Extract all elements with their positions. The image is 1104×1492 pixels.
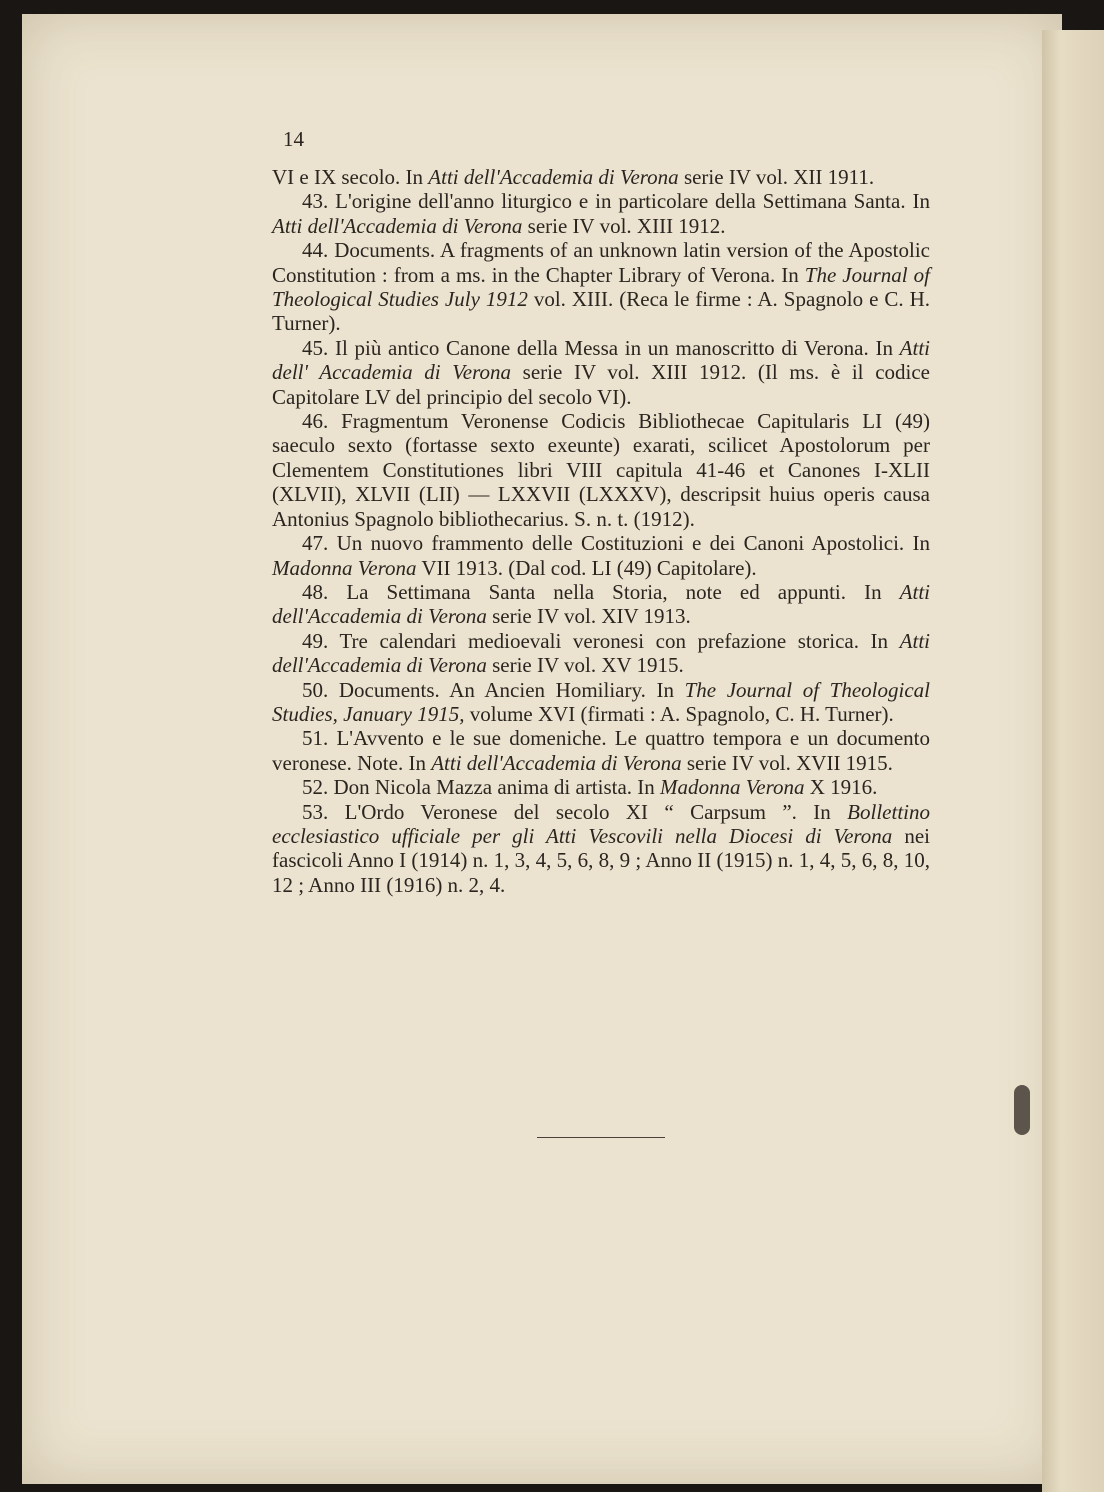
entry-text: Fragmentum Veronense Codicis Bibliothecae Capitularis LI (49) saeculo sexto (fortasse sexto exeunte) exarati, scilicet Apostolorum per Clementem Constitutiones libri VIII capitula 41-46 et Canones I-XLII (XLVII), XLVII (LII) — LXXVII (LXXXV), descripsit huius operis causa Antonius Spagnolo bibliothecarius. S. n. t. (1912). xyxy=(272,409,930,531)
entry-text: VI e IX secolo. In xyxy=(272,165,429,189)
bibliography-entry xyxy=(272,580,930,629)
entry-number: 48. xyxy=(302,579,329,604)
entry-text: serie IV vol. XII 1911. xyxy=(678,165,875,189)
entry-number: 51. xyxy=(302,726,329,751)
entry-number: 50. xyxy=(302,677,329,702)
entry-number: 49. xyxy=(302,628,329,653)
entry-text: serie IV vol. XIV 1913. xyxy=(486,604,691,629)
entry-text: X 1916. xyxy=(804,775,878,800)
bibliography-entry xyxy=(272,726,930,775)
entry-text: Documents. An Ancien Homiliary. In xyxy=(328,677,685,702)
bibliography-entry xyxy=(272,238,930,336)
entry-text: L'Avvento e le sue domeniche. Le quattro tempora e un documento veronese. Note. In xyxy=(272,726,930,775)
entry-text: Documents. A fragments of an unknown latin version of the Apostolic Constitution : from a ms. in the Chapter Library of Verona. In xyxy=(272,238,930,287)
entry-text: serie IV vol. XV 1915. xyxy=(486,653,684,678)
entry-number: 44. xyxy=(302,238,329,263)
entry-text: Don Nicola Mazza anima di artista. In xyxy=(328,775,661,800)
entry-title: Atti dell'Accademia di Verona xyxy=(431,750,682,775)
next-page-edge xyxy=(1042,30,1104,1492)
entry-text: Tre calendari medioevali veronesi con prefazione storica. In xyxy=(328,628,900,653)
entry-title: The Journal of Theological Studies July 1912 xyxy=(272,262,930,312)
bibliography-entry xyxy=(272,629,930,678)
bibliography-entry xyxy=(272,678,930,727)
entry-title: Madonna Verona xyxy=(660,775,805,800)
entry-text: serie IV vol. XVII 1915. xyxy=(681,750,893,775)
entry-number: 47. xyxy=(302,531,329,556)
entry-title: Atti dell'Accademia di Verona xyxy=(428,165,679,189)
bibliography-entry xyxy=(272,336,930,409)
entry-title: Atti dell'Accademia di Verona xyxy=(272,628,930,678)
entry-title: Atti dell'Accademia di Verona xyxy=(272,579,930,629)
closing-rule xyxy=(537,1137,665,1138)
entry-text: vol. XIII. (Reca le firme : A. Spagnolo e C. H. Turner). xyxy=(272,287,930,336)
entry-title: Bollettino ecclesiastico ufficiale per gli Atti Vescovili nella Diocesi di Verona xyxy=(272,799,930,848)
entry-text: La Settimana Santa nella Storia, note ed appunti. In xyxy=(328,579,900,604)
entry-title: Atti dell'Accademia di Verona xyxy=(272,213,523,238)
entry-number: 52. xyxy=(302,775,329,800)
bibliography-entry xyxy=(272,775,930,799)
entry-number: 46. xyxy=(302,409,329,434)
entry-text: volume XVI (firmati : A. Spagnolo, C. H. Turner). xyxy=(464,701,894,726)
entry-title: Atti dell' Accademia di Verona xyxy=(272,335,930,385)
bibliography-entry xyxy=(272,165,930,189)
bibliography-entry xyxy=(272,409,930,531)
binding-mark xyxy=(1014,1085,1030,1135)
bibliography-list xyxy=(272,165,930,897)
entry-title: The Journal of Theological Studies, January 1915, xyxy=(272,677,930,726)
entry-text: serie IV vol. XIII 1912. (Il ms. è il codice Capitolare LV del principio del secolo VI). xyxy=(272,360,930,409)
entry-text: VII 1913. (Dal cod. LI (49) Capitolare). xyxy=(416,555,757,580)
entry-text: Un nuovo frammento delle Costituzioni e dei Canoni Apostolici. In xyxy=(328,531,930,556)
page-number: 14 xyxy=(283,127,304,151)
bibliography-entry xyxy=(272,531,930,580)
entry-number: 43. xyxy=(302,189,329,214)
entry-text: nei fascicoli Anno I (1914) n. 1, 3, 4, 5, 6, 8, 9 ; Anno II (1915) n. 1, 4, 5, 6, 8, 10, 12 ; Anno III (1916) n. 2, 4. xyxy=(272,823,930,897)
bibliography-entry xyxy=(272,189,930,238)
entry-text: serie IV vol. XIII 1912. xyxy=(522,213,726,238)
entry-number: 53. xyxy=(302,799,329,824)
bibliography-entry xyxy=(272,800,930,898)
entry-text: L'Ordo Veronese del secolo XI “ Carpsum ”. In xyxy=(328,799,848,824)
entry-text: L'origine dell'anno liturgico e in particolare della Settimana Santa. In xyxy=(328,189,930,214)
entry-title: Madonna Verona xyxy=(272,555,417,580)
entry-number: 45. xyxy=(302,335,329,360)
entry-text: Il più antico Canone della Messa in un manoscritto di Verona. In xyxy=(328,335,900,360)
